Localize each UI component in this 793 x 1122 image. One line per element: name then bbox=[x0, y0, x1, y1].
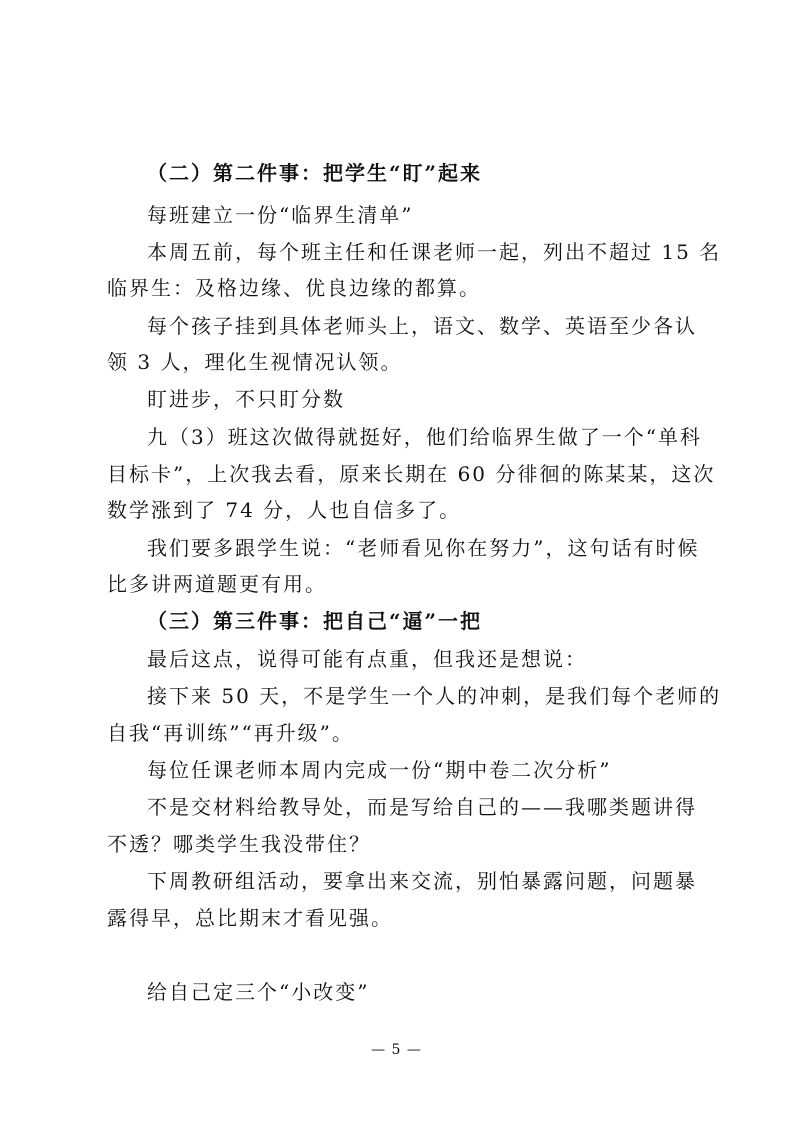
page-number: — 5 — bbox=[371, 1042, 422, 1058]
section-heading-3: （三）第三件事：把自己“逼”一把 bbox=[147, 609, 483, 633]
paragraph-next50-line1: 接下来 50 天，不是学生一个人的冲刺，是我们每个老师的 bbox=[147, 684, 722, 708]
paragraph-notmaterial-line1: 不是交材料给教导处，而是写给自己的——我哪类题讲得 bbox=[147, 795, 697, 819]
paragraph-tell-line2: 比多讲两道题更有用。 bbox=[107, 572, 327, 596]
paragraph-critical-list: 每班建立一份“临界生清单” bbox=[147, 203, 414, 227]
paragraph-analysis: 每位任课老师本周内完成一份“期中卷二次分析” bbox=[147, 758, 612, 782]
paragraph-progress: 盯进步，不只盯分数 bbox=[147, 387, 345, 411]
paragraph-assign-line1: 每个孩子挂到具体老师头上，语文、数学、英语至少各认 bbox=[147, 314, 697, 338]
section-heading-2: （二）第二件事：把学生“盯”起来 bbox=[147, 161, 483, 185]
paragraph-tell-line1: 我们要多跟学生说：“老师看见你在努力”，这句话有时候 bbox=[147, 536, 700, 560]
paragraph-friday-line2: 临界生：及格边缘、优良边缘的都算。 bbox=[107, 276, 481, 300]
paragraph-three-changes: 给自己定三个“小改变” bbox=[147, 980, 370, 1004]
paragraph-class-line3: 数学涨到了 74 分，人也自信多了。 bbox=[107, 498, 462, 522]
paragraph-class-line1: 九（3）班这次做得就挺好，他们给临界生做了一个“单科 bbox=[147, 425, 702, 449]
paragraph-next50-line2: 自我“再训练”“再升级”。 bbox=[107, 721, 354, 745]
paragraph-notmaterial-line2: 不透？哪类学生我没带住？ bbox=[107, 832, 371, 856]
paragraph-last: 最后这点，说得可能有点重，但我还是想说： bbox=[147, 647, 587, 671]
paragraph-friday-line1: 本周五前，每个班主任和任课老师一起，列出不超过 15 名 bbox=[147, 240, 722, 264]
paragraph-assign-line2: 领 3 人，理化生视情况认领。 bbox=[107, 350, 403, 374]
paragraph-research-line1: 下周教研组活动，要拿出来交流，别怕暴露问题，问题暴 bbox=[147, 869, 697, 893]
paragraph-research-line2: 露得早，总比期末才看见强。 bbox=[107, 906, 393, 930]
paragraph-class-line2: 目标卡”，上次我去看，原来长期在 60 分徘徊的陈某某，这次 bbox=[107, 462, 716, 486]
